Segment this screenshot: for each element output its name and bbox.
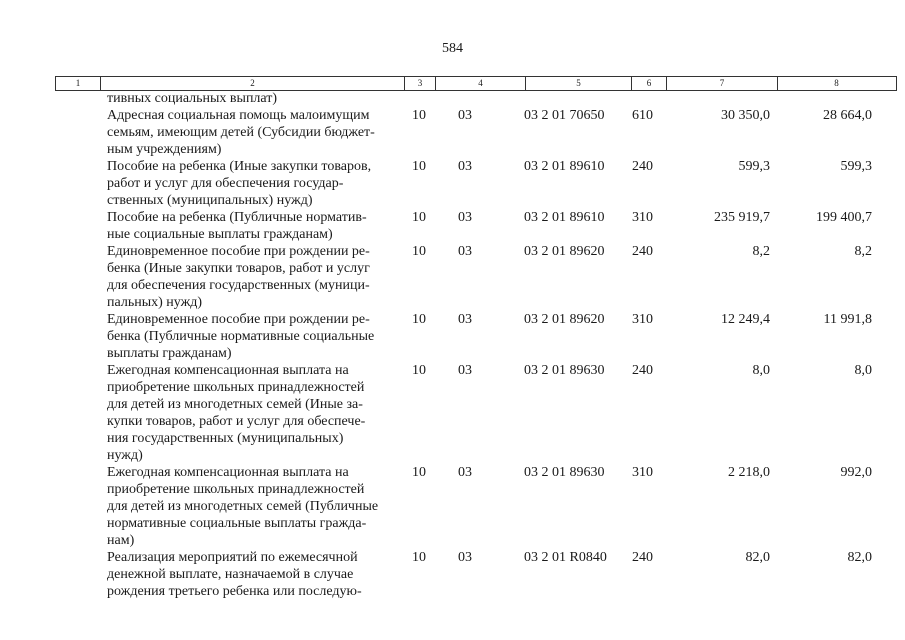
row-c8-value: 599,3 bbox=[840, 159, 872, 174]
table-row bbox=[0, 311, 905, 362]
row-c8-value: 82,0 bbox=[847, 550, 872, 565]
row-c8-value: 992,0 bbox=[840, 465, 872, 480]
row-name-line: работ и услуг для обеспечения государ- bbox=[107, 176, 344, 191]
row-name-line: ные социальные выплаты гражданам) bbox=[107, 227, 333, 242]
row-c8-value: 28 664,0 bbox=[823, 108, 872, 123]
row-c6-value: 240 bbox=[632, 244, 653, 259]
row-name-line: для детей из многодетных семей (Публичные bbox=[107, 499, 379, 514]
row-c3-value: 10 bbox=[412, 108, 426, 123]
row-name-line: Единовременное пособие при рождении ре- bbox=[107, 244, 370, 259]
header-col-2: 2 bbox=[101, 77, 405, 90]
row-c5-value: 03 2 01 R0840 bbox=[524, 550, 607, 565]
table-row bbox=[0, 107, 905, 158]
row-c4-value: 03 bbox=[458, 159, 472, 174]
header-col-1: 1 bbox=[56, 77, 101, 90]
row-c6-value: 310 bbox=[632, 210, 653, 225]
header-col-8: 8 bbox=[834, 78, 839, 88]
table-row bbox=[0, 158, 905, 209]
row-c8-value: 8,2 bbox=[854, 244, 872, 259]
row-name-line: приобретение школьных принадлежностей bbox=[107, 482, 365, 497]
row-c3-value: 10 bbox=[412, 210, 426, 225]
table-body bbox=[0, 90, 905, 600]
row-c6-value: 240 bbox=[632, 159, 653, 174]
row-c6-value: 240 bbox=[632, 363, 653, 378]
row-c4-value: 03 bbox=[458, 244, 472, 259]
row-c3-value: 10 bbox=[412, 159, 426, 174]
row-name-line: Пособие на ребенка (Публичные норматив- bbox=[107, 210, 367, 225]
row-c4-value: 03 bbox=[458, 108, 472, 123]
row-name bbox=[107, 549, 402, 600]
continuation-text: тивных социальных выплат) bbox=[107, 91, 278, 106]
row-name-line: Единовременное пособие при рождении ре- bbox=[107, 312, 370, 327]
table-row bbox=[0, 243, 905, 311]
row-c7-value: 8,0 bbox=[752, 363, 770, 378]
row-name bbox=[107, 311, 402, 362]
row-c8-value: 8,0 bbox=[854, 363, 872, 378]
row-c3-value: 10 bbox=[412, 312, 426, 327]
row-name bbox=[107, 362, 402, 464]
row-name-line: ния государственных (муниципальных) bbox=[107, 431, 344, 446]
row-c3-value: 10 bbox=[412, 363, 426, 378]
row-name-line: бенка (Иные закупки товаров, работ и услуг bbox=[107, 261, 370, 276]
row-name-line: нам) bbox=[107, 533, 135, 548]
row-c7-value: 82,0 bbox=[745, 550, 770, 565]
table-row bbox=[0, 362, 905, 464]
table-row bbox=[0, 549, 905, 600]
row-name bbox=[107, 158, 402, 209]
header-col-4: 4 bbox=[436, 77, 526, 90]
row-c3-value: 10 bbox=[412, 550, 426, 565]
row-name-line: ственных (муниципальных) нужд) bbox=[107, 193, 313, 208]
row-name-line: нормативные социальные выплаты гражда- bbox=[107, 516, 367, 531]
table-header bbox=[55, 76, 897, 91]
row-c5-value: 03 2 01 89620 bbox=[524, 244, 605, 259]
row-c5-value: 03 2 01 89630 bbox=[524, 363, 605, 378]
row-name-line: выплаты гражданам) bbox=[107, 346, 232, 361]
row-name-line: ным учреждениям) bbox=[107, 142, 222, 157]
row-name-line: денежной выплате, назначаемой в случае bbox=[107, 567, 354, 582]
row-c6-value: 310 bbox=[632, 465, 653, 480]
row-name-line: для обеспечения государственных (муници- bbox=[107, 278, 370, 293]
header-col-5: 5 bbox=[526, 77, 632, 90]
row-name-line: Адресная социальная помощь малоимущим bbox=[107, 108, 370, 123]
row-name-line: пальных) нужд) bbox=[107, 295, 203, 310]
header-col-3: 3 bbox=[405, 77, 436, 90]
row-name-line: приобретение школьных принадлежностей bbox=[107, 380, 365, 395]
row-name-line: купки товаров, работ и услуг для обеспече- bbox=[107, 414, 366, 429]
table-row bbox=[0, 209, 905, 243]
row-name bbox=[107, 107, 402, 158]
row-c6-value: 240 bbox=[632, 550, 653, 565]
row-c7-value: 235 919,7 bbox=[714, 210, 770, 225]
row-name-line: рождения третьего ребенка или последую- bbox=[107, 584, 362, 599]
row-name-line: нужд) bbox=[107, 448, 143, 463]
row-c5-value: 03 2 01 89620 bbox=[524, 312, 605, 327]
row-c6-value: 610 bbox=[632, 108, 653, 123]
row-name-line: Ежегодная компенсационная выплата на bbox=[107, 465, 349, 480]
row-c7-value: 8,2 bbox=[752, 244, 770, 259]
row-c5-value: 03 2 01 89610 bbox=[524, 159, 605, 174]
row-c7-value: 599,3 bbox=[738, 159, 770, 174]
row-c6-value: 310 bbox=[632, 312, 653, 327]
row-c4-value: 03 bbox=[458, 465, 472, 480]
page-number: 584 bbox=[442, 41, 463, 56]
row-c7-value: 12 249,4 bbox=[721, 312, 770, 327]
table-row bbox=[0, 464, 905, 549]
continuation-row bbox=[0, 90, 905, 107]
row-c3-value: 10 bbox=[412, 244, 426, 259]
row-c8-value: 11 991,8 bbox=[823, 312, 872, 327]
row-name bbox=[107, 464, 402, 549]
row-c4-value: 03 bbox=[458, 550, 472, 565]
row-c4-value: 03 bbox=[458, 363, 472, 378]
row-name bbox=[107, 243, 402, 311]
row-name bbox=[107, 209, 402, 243]
row-c5-value: 03 2 01 89610 bbox=[524, 210, 605, 225]
row-c7-value: 30 350,0 bbox=[721, 108, 770, 123]
row-c4-value: 03 bbox=[458, 312, 472, 327]
row-c5-value: 03 2 01 89630 bbox=[524, 465, 605, 480]
row-name-line: Реализация мероприятий по ежемесячной bbox=[107, 550, 358, 565]
row-name-line: бенка (Публичные нормативные социальные bbox=[107, 329, 375, 344]
row-name-line: для детей из многодетных семей (Иные за- bbox=[107, 397, 363, 412]
row-c5-value: 03 2 01 70650 bbox=[524, 108, 605, 123]
row-c4-value: 03 bbox=[458, 210, 472, 225]
row-c7-value: 2 218,0 bbox=[728, 465, 770, 480]
row-c8-value: 199 400,7 bbox=[816, 210, 872, 225]
row-c3-value: 10 bbox=[412, 465, 426, 480]
row-name-line: семьям, имеющим детей (Субсидии бюджет- bbox=[107, 125, 375, 140]
header-col-6: 6 bbox=[632, 77, 667, 90]
row-name-line: Пособие на ребенка (Иные закупки товаров, bbox=[107, 159, 372, 174]
header-col-7: 7 bbox=[667, 77, 778, 90]
row-name-line: Ежегодная компенсационная выплата на bbox=[107, 363, 349, 378]
